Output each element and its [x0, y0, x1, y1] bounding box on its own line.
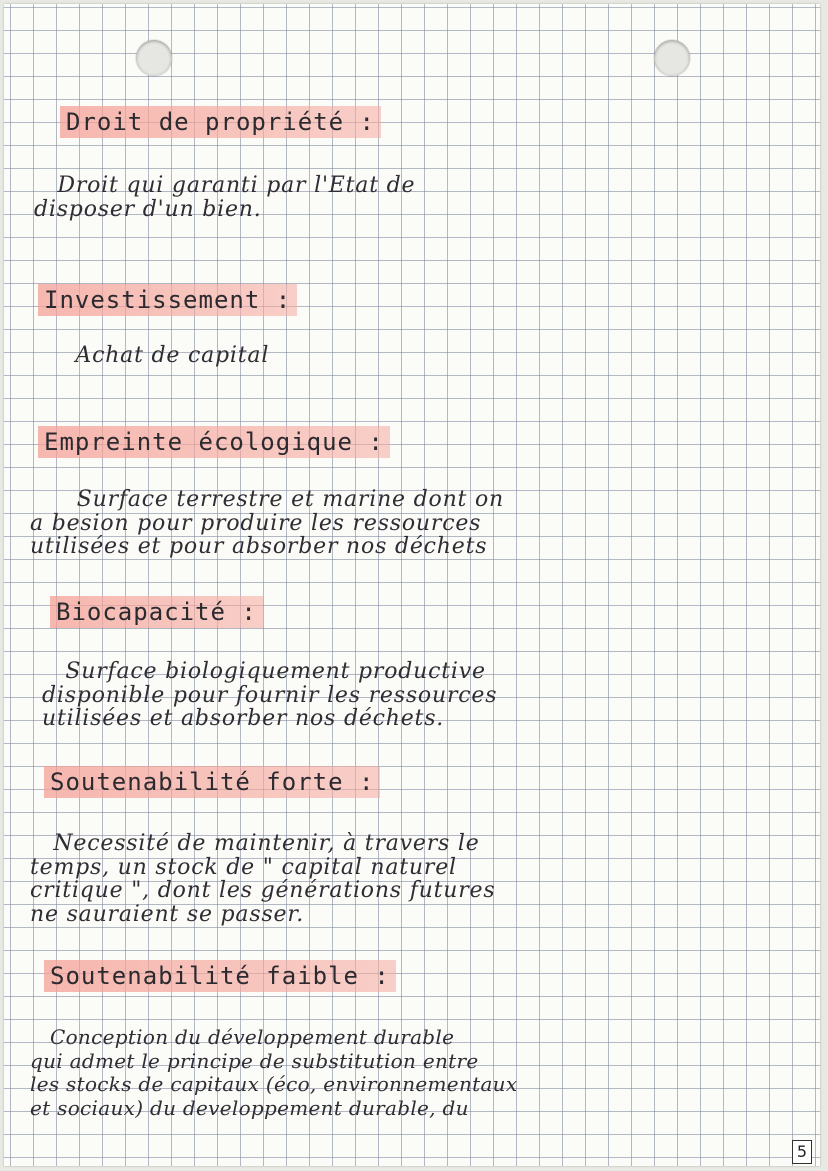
page-number: 5 — [792, 1140, 812, 1164]
definition-line: Achat de capital — [52, 343, 270, 368]
definition-line: les stocks de capitaux (éco, environnementaux — [30, 1072, 518, 1096]
definition-line: utilisées et absorber nos déchets. — [42, 706, 445, 731]
heading-highlight: Biocapacité : — [50, 596, 263, 628]
definition-line: utilisées et pour absorber nos déchets — [30, 534, 488, 559]
heading-highlight: Investissement : — [38, 284, 297, 316]
definition-empreinte-ecologique — [30, 488, 504, 559]
definition-line: et sociaux) du developpement durable, du — [30, 1095, 469, 1120]
heading-soutenabilite-faible — [44, 962, 396, 990]
punch-hole-left — [136, 40, 172, 76]
definition-line: qui admet le principe de substitution entre — [30, 1048, 479, 1073]
punch-hole-right — [654, 40, 690, 76]
definition-line: a besion pour produire les ressources — [30, 510, 482, 536]
definition-soutenabilite-forte — [30, 832, 495, 926]
notebook-page — [4, 4, 820, 1166]
definition-line: ne sauraient se passer. — [30, 901, 305, 927]
heading-investissement — [38, 286, 297, 314]
heading-highlight: Empreinte écologique : — [38, 426, 390, 458]
definition-line: temps, un stock de " capital naturel — [30, 854, 457, 880]
definition-soutenabilite-faible — [30, 1026, 517, 1120]
heading-droit-de-propriete — [60, 108, 381, 136]
heading-highlight: Droit de propriété : — [60, 106, 381, 138]
heading-highlight: Soutenabilité faible : — [44, 960, 396, 992]
heading-highlight: Soutenabilité forte : — [44, 766, 380, 798]
definition-line: critique ", dont les générations futures — [30, 878, 496, 903]
definition-line: Surface terrestre et marine dont on — [30, 487, 504, 512]
definition-droit-de-propriete — [34, 174, 415, 221]
definition-line: Conception du développement durable — [30, 1025, 455, 1049]
definition-line: Necessité de maintenir, à travers le — [30, 831, 480, 856]
definition-line: disponible pour fournir les ressources — [42, 682, 498, 708]
heading-soutenabilite-forte — [44, 768, 380, 796]
heading-empreinte-ecologique — [38, 428, 390, 456]
definition-line: disposer d'un bien. — [34, 196, 262, 222]
definition-line: Surface biologiquement productive — [42, 659, 486, 684]
heading-biocapacite — [50, 598, 263, 626]
definition-biocapacite — [42, 660, 497, 731]
definition-line: Droit qui garanti par l'Etat de — [34, 173, 416, 198]
definition-investissement — [52, 344, 269, 368]
